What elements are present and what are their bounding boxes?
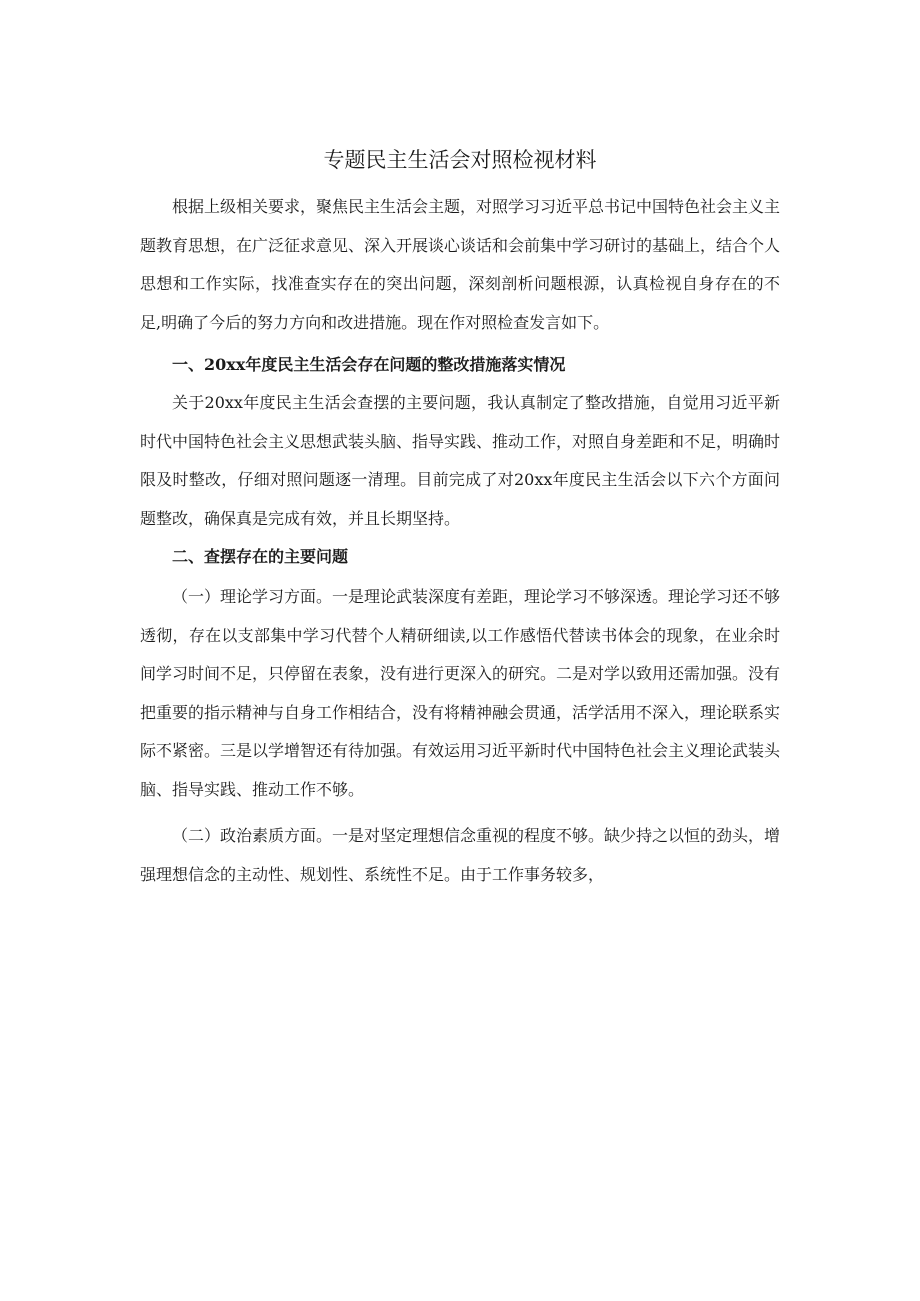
document-title: 专题民主生活会对照检视材料 — [323, 148, 597, 172]
political-quality-paragraph: （二）政治素质方面。一是对坚定理想信念重视的程度不够。缺少持之以恒的劲头，增强理想信念的主动性、规划性、系统性不足。由于工作事务较多， — [140, 826, 781, 884]
section-2-heading: 二、查摆存在的主要问题 — [172, 547, 349, 566]
intro-paragraph: 根据上级相关要求，聚焦民主生活会主题，对照学习习近平总书记中国特色社会主义主题教育思想，在广泛征求意见、深入开展谈心谈话和会前集中学习研讨的基础上，结合个人思想和工作实际，找准查实存在的突出问题，深刻剖析问题根源，认真检视自身存在的不足,明确了今后的努力方向和改进措施。现在作对照检查发言如下。 — [140, 197, 781, 332]
theory-study-paragraph: （一）理论学习方面。一是理论武装深度有差距，理论学习不够深透。理论学习还不够透彻，存在以支部集中学习代替个人精研细读,以工作感悟代替读书体会的现象，在业余时间学习时间不足，只停留在表象，没有进行更深入的研究。二是对学以致用还需加强。没有把重要的指示精神与自身工作相结合，没有将精神融会贯通，活学活用不深入，理论联系实际不紧密。三是以学增智还有待加强。有效运用习近平新时代中国特色社会主义理论武装头脑、指导实践、推动工作不够。 — [140, 587, 781, 799]
section-1-heading: 一、20xx年度民主生活会存在问题的整改措施落实情况 — [172, 355, 566, 374]
section-1-paragraph: 关于20xx年度民主生活会查摆的主要问题，我认真制定了整改措施，自觉用习近平新时代中国特色社会主义思想武装头脑、指导实践、推动工作，对照自身差距和不足，明确时限及时整改，仔细对照问题逐一清理。目前完成了对20xx年度民主生活会以下六个方面问题整改，确保真是完成有效，并且长期坚持。 — [140, 393, 781, 528]
